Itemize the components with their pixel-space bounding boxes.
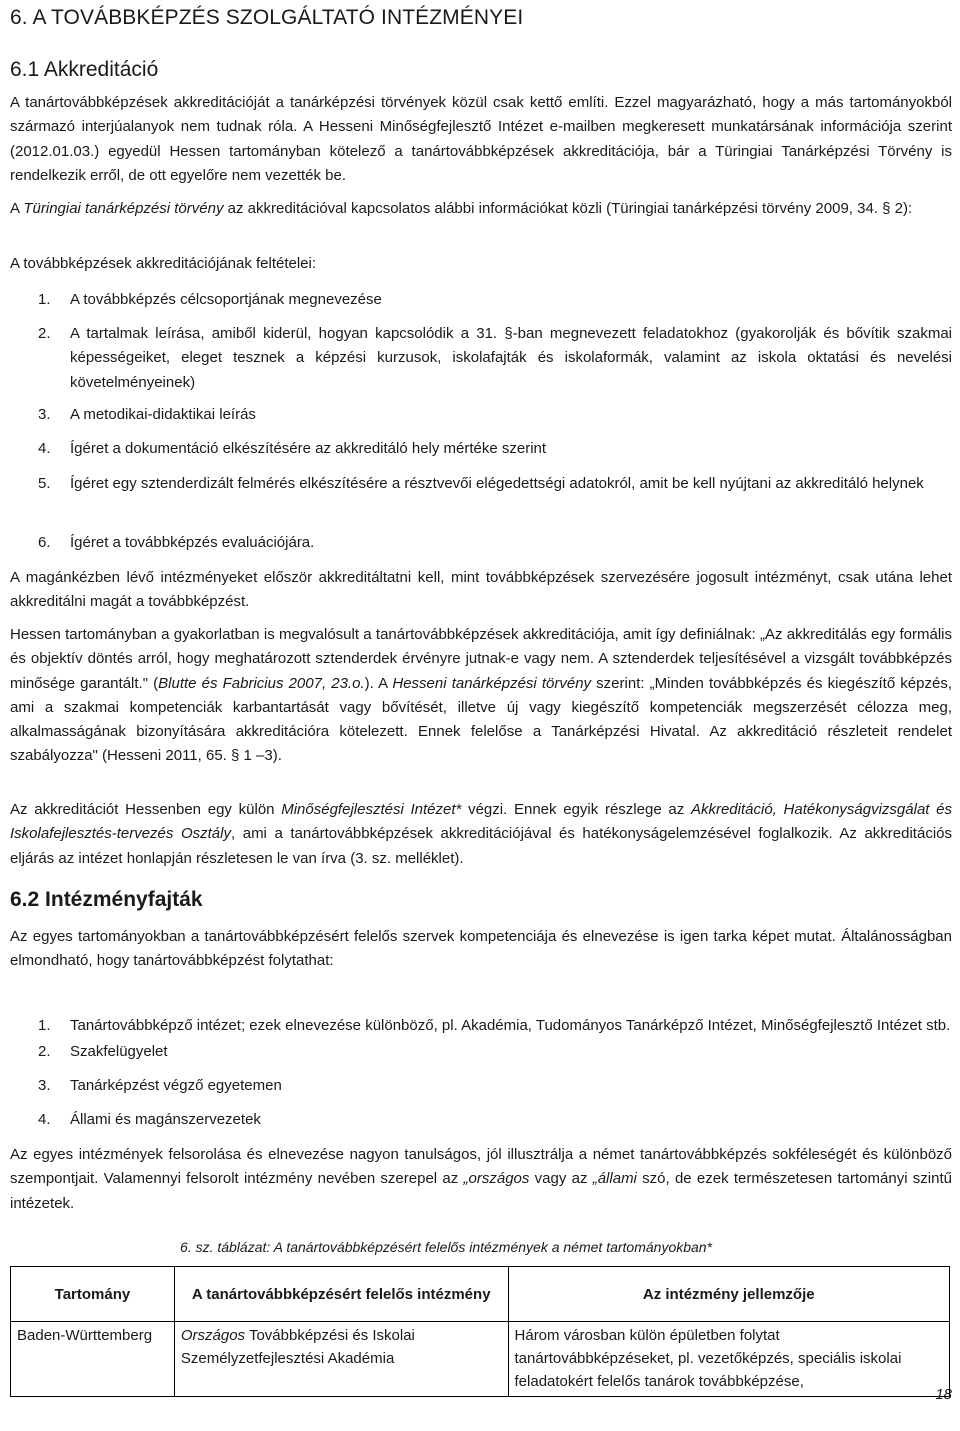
paragraph: A továbbképzések akkreditációjának feltételei: xyxy=(10,255,317,272)
list-item: 2. A tartalmak leírása, amiből kiderül, hogyan kapcsolódik a 31. §-ban megnevezett feladatokhoz (gyakorolják és bővítik szakmai képességeiket, eleget tesznek a képzési kurzusok, iskolafajták és iskolaformák, valamint az iskola oktatási és nevelési követelményeinek) xyxy=(38,325,952,391)
list-item: 4. Állami és magánszervezetek xyxy=(38,1111,261,1128)
list-item: 4. Ígéret a dokumentáció elkészítésére az akkreditáló hely mértéke szerint xyxy=(38,440,547,457)
list-item: 6. Ígéret a továbbképzés evaluációjára. xyxy=(38,534,315,551)
table-header-cell: Tartomány xyxy=(11,1267,175,1322)
paragraph: Az egyes tartományokban a tanártovábbképzésért felelős szervek kompetenciája és elnevezése is igen tarka képet mutat. Általánosságban elmondható, hogy tanártovábbképzést folytathat: xyxy=(10,928,952,970)
list-item: 1. A továbbképzés célcsoportjának megnevezése xyxy=(38,291,382,308)
table-cell: Országos Továbbképzési és Iskolai Személyzetfejlesztési Akadémia xyxy=(174,1322,508,1397)
paragraph: Az egyes intézmények felsorolása és elnevezése nagyon tanulságos, jól illusztrálja a német tanártovábbképzés sokféleségét és különböző szempontjait. Valamennyi felsorolt intézmény nevében szerepel az „országos vagy az „állami szó, de ezek természetesen tartományi szintű intézetek. xyxy=(10,1146,952,1212)
list-item: 2. Szakfelügyelet xyxy=(38,1043,168,1060)
table-cell: Baden-Württemberg xyxy=(11,1322,175,1397)
chapter-title: 6. A TOVÁBBKÉPZÉS SZOLGÁLTATÓ INTÉZMÉNYEI xyxy=(10,6,524,29)
table-header-cell: A tanártovábbképzésért felelős intézmény xyxy=(174,1267,508,1322)
section-title-akkreditacio: 6.1 Akkreditáció xyxy=(10,58,159,81)
paragraph: A tanártovábbképzések akkreditációját a tanárképzési törvények közül csak kettő említi. Ezzel magyarázható, hogy a más tartományokból származó interjúalanyok nem tudnak róla. A Hesseni Minőségfejlesztő Intézet e-mailben megkeresett munkatársának információja szerint (2012.01.03.) egyedül Hessen tartományban kötelező a tanártovábbképzések akkreditációja, bár a Türingiai Tanárképzési Törvény is rendelkezik erről, de ott egyelőre nem vezették be. xyxy=(10,94,952,184)
page-number: 18 xyxy=(935,1386,952,1403)
table-header-row xyxy=(11,1267,950,1322)
table-header-cell: Az intézmény jellemzője xyxy=(508,1267,949,1322)
list-item: 3. A metodikai-didaktikai leírás xyxy=(38,406,256,423)
list-item: 3. Tanárképzést végző egyetemen xyxy=(38,1077,282,1094)
list-item: 1. Tanártovábbképző intézet; ezek elnevezése különböző, pl. Akadémia, Tudományos Tanárképző Intézet, Minőségfejlesztő Intézet stb. xyxy=(38,1017,951,1034)
paragraph: A Türingiai tanárképzési törvény az akkreditációval kapcsolatos alábbi információkat közli (Türingiai tanárképzési törvény 2009, 34. § 2): xyxy=(10,200,913,217)
institutions-table xyxy=(10,1266,950,1397)
list-item: 5. Ígéret egy sztenderdizált felmérés elkészítésére a résztvevői elégedettségi adatokról, amit be kell nyújtani az akkreditáló helynek xyxy=(38,475,924,492)
paragraph: Az akkreditációt Hessenben egy külön Minőségfejlesztési Intézet* végzi. Ennek egyik részlege az Akkreditáció, Hatékonyságvizsgálat és Iskolafejlesztés-tervezés Osztály, ami a tanártovábbképzések akkreditációjával és hatékonyságelemzésével foglalkozik. Az akkreditációs eljárás az intézet honlapján részletesen le van írva (3. sz. melléklet). xyxy=(10,801,953,867)
paragraph: A magánkézben lévő intézményeket először akkreditáltatni kell, mint továbbképzések szervezésére jogosult intézményt, csak utána lehet akkreditálni magát a továbbképzést. xyxy=(10,569,952,611)
table-row xyxy=(11,1322,950,1397)
table-cell: Három városban külön épületben folytat tanártovábbképzéseket, pl. vezetőképzés, speciális iskolai feladatokért felelős tanárok továbbképzése, xyxy=(508,1322,949,1397)
section-title-intezmenyfajtak: 6.2 Intézményfajták xyxy=(10,888,203,911)
paragraph: Hessen tartományban a gyakorlatban is megvalósult a tanártovábbképzések akkreditációja, amit így definiálnak: „Az akkreditálás egy formális és objektív döntés arról, hogy meghatározott sztenderdek érvényre jutnak-e vagy nem. A sztenderdek teljesítésével a vizsgált továbbképzés minősége garantált." (Blutte és Fabricius 2007, 23.o.). A Hesseni tanárképzési törvény szerint: „Minden továbbképzés és kiegészítő képzés, ami a szakmai kompetenciák karbantartását vagy bővítését, illetve új vagy kiegészítő kompetenciák megszerzését célozza meg, alkalmasságának bizonyítására akkreditációra kötelezett. Ennek felelőse a Tanárképzési Hivatal. Az akkreditáció részleteit rendelet szabályozza" (Hesseni 2011, 65. § 1 –3). xyxy=(10,626,952,765)
table-caption: 6. sz. táblázat: A tanártovábbképzésért felelős intézmények a német tartományokban* xyxy=(180,1239,713,1255)
